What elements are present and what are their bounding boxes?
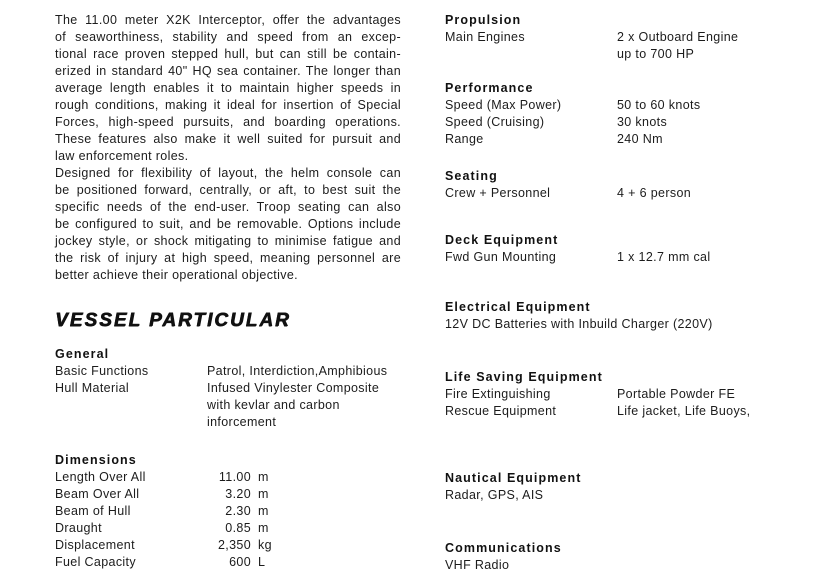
spec-label: Hull Material (55, 381, 130, 395)
paragraph-line: the risk of injury at high speed, meaning personnel are (55, 251, 401, 265)
section-heading: Seating (445, 169, 498, 183)
vessel-particular-title: VESSEL PARTICULAR (55, 310, 291, 331)
spec-value-line: 2 x Outboard Engine (617, 30, 739, 44)
section-heading: General (55, 347, 110, 361)
spec-value (617, 403, 823, 420)
paragraph-line: law enforcement roles. (55, 149, 189, 163)
spec-value-line: with kevlar and carbon (207, 398, 340, 412)
paragraph-line: The 11.00 meter X2K Interceptor, offer the advantages (55, 13, 401, 27)
intro-paragraph-1 (55, 12, 401, 165)
spec-label: Beam Over All (55, 487, 140, 501)
spec-number: 11.00 (218, 470, 251, 484)
spec-value (617, 185, 823, 202)
spec-label: Fire Extinguishing (445, 387, 551, 401)
section-text: Radar, GPS, AIS (445, 488, 544, 502)
spec-label: Speed (Cruising) (445, 115, 545, 129)
left-column (55, 12, 401, 571)
spec-value (207, 486, 401, 503)
spec-row (55, 486, 401, 503)
spec-value-line: 30 knots (617, 115, 668, 129)
spec-row (445, 114, 823, 131)
spec-value (617, 131, 823, 148)
spec-label: Rescue Equipment (445, 404, 557, 418)
spec-row (55, 363, 401, 380)
paragraph-line: specific needs of the end-user. Troop seating can also (55, 200, 401, 214)
section-heading: Dimensions (55, 453, 137, 467)
section-heading: Performance (445, 81, 534, 95)
spec-value (207, 554, 401, 571)
section-heading: Life Saving Equipment (445, 370, 603, 384)
section-text: 12V DC Batteries with Inbuild Charger (220V) (445, 317, 713, 331)
spec-label: Speed (Max Power) (445, 98, 562, 112)
right-column (445, 12, 823, 574)
section-dimensions (55, 452, 401, 571)
paragraph-line: Forces, high-speed pursuits, and boarding operations. (55, 115, 401, 129)
spec-label: Fuel Capacity (55, 555, 136, 569)
paragraph-line: tional race proven stepped hull, but can still be contain- (55, 47, 401, 61)
spec-value (617, 114, 823, 131)
spec-value-line: Infused Vinylester Composite (207, 381, 380, 395)
spec-row (445, 29, 823, 63)
spec-value-line: 1 x 12.7 mm cal (617, 250, 711, 264)
section-heading: Electrical Equipment (445, 300, 591, 314)
spec-value-line: 240 Nm (617, 132, 663, 146)
section-propulsion (445, 12, 823, 63)
paragraph-line: jockey style, or shock mitigating to minimise fatigue and (55, 234, 401, 248)
spec-label: Fwd Gun Mounting (445, 250, 557, 264)
spec-row (445, 403, 823, 420)
spec-number: 3.20 (225, 487, 251, 501)
paragraph-line: better achieve their operational objective. (55, 268, 298, 282)
spec-value (207, 537, 401, 554)
spec-value-line: 4 + 6 person (617, 186, 692, 200)
paragraph-line: average length enables it to maintain higher speeds in (55, 81, 401, 95)
spec-label: Beam of Hull (55, 504, 131, 518)
paragraph-line: Designed for flexibility of layout, the helm console can (55, 166, 401, 180)
spec-unit: L (258, 555, 266, 569)
section-communications (445, 540, 823, 574)
spec-label: Basic Functions (55, 364, 149, 378)
spec-label: Draught (55, 521, 102, 535)
spec-value-line: Portable Powder FE (617, 387, 736, 401)
section-life-saving-equipment (445, 369, 823, 420)
spec-value (617, 97, 823, 114)
section-deck-equipment (445, 232, 823, 266)
spec-value (207, 363, 401, 380)
section-general (55, 346, 401, 431)
spec-unit: kg (258, 538, 272, 552)
spec-value-line: 50 to 60 knots (617, 98, 701, 112)
spec-row (55, 469, 401, 486)
spec-value (617, 29, 823, 63)
spec-value (207, 503, 401, 520)
spec-label: Displacement (55, 538, 135, 552)
paragraph-line: of seaworthiness, stability and speed from an excep- (55, 30, 401, 44)
section-electrical-equipment (445, 299, 823, 333)
spec-unit: m (258, 504, 269, 518)
spec-value (207, 380, 401, 431)
spec-label: Crew + Personnel (445, 186, 551, 200)
spec-number: 0.85 (225, 521, 251, 535)
spec-value-line: up to 700 HP (617, 47, 695, 61)
spec-unit: m (258, 487, 269, 501)
spec-value-line: Life jacket, Life Buoys, (617, 404, 751, 418)
intro-paragraph-2 (55, 165, 401, 284)
spec-row (445, 185, 823, 202)
section-heading: Deck Equipment (445, 233, 559, 247)
paragraph-line: rough conditions, making it ideal for insertion of Special (55, 98, 401, 112)
spec-row (445, 249, 823, 266)
spec-value-line: Patrol, Interdiction,Amphibious (207, 364, 388, 378)
paragraph-line: be configured to suit, and be removable. Options include (55, 217, 401, 231)
section-heading: Nautical Equipment (445, 471, 582, 485)
section-seating (445, 168, 823, 202)
spec-row (55, 520, 401, 537)
paragraph-line: These features also make it well suited for pursuit and (55, 132, 401, 146)
section-heading: Propulsion (445, 13, 522, 27)
spec-unit: m (258, 521, 269, 535)
spec-label: Length Over All (55, 470, 146, 484)
spec-row (445, 97, 823, 114)
spec-row (55, 554, 401, 571)
spec-value-line: inforcement (207, 415, 277, 429)
spec-row (55, 380, 401, 431)
spec-row (445, 131, 823, 148)
section-performance (445, 80, 823, 148)
spec-value (207, 520, 401, 537)
section-text: VHF Radio (445, 558, 510, 572)
spec-row (55, 503, 401, 520)
spec-number: 2,350 (217, 538, 251, 552)
spec-label: Main Engines (445, 30, 525, 44)
spec-value (617, 386, 823, 403)
paragraph-line: erized in standard 40" HQ sea container. The longer than (55, 64, 401, 78)
spec-unit: m (258, 470, 269, 484)
spec-label: Range (445, 132, 484, 146)
paragraph-line: be positioned forward, centrally, or aft, to best suit the (55, 183, 401, 197)
section-heading: Communications (445, 541, 562, 555)
spec-value (207, 469, 401, 486)
spec-row (55, 537, 401, 554)
spec-value (617, 249, 823, 266)
spec-number: 600 (229, 555, 251, 569)
section-nautical-equipment (445, 470, 823, 504)
spec-row (445, 386, 823, 403)
spec-number: 2.30 (225, 504, 251, 518)
